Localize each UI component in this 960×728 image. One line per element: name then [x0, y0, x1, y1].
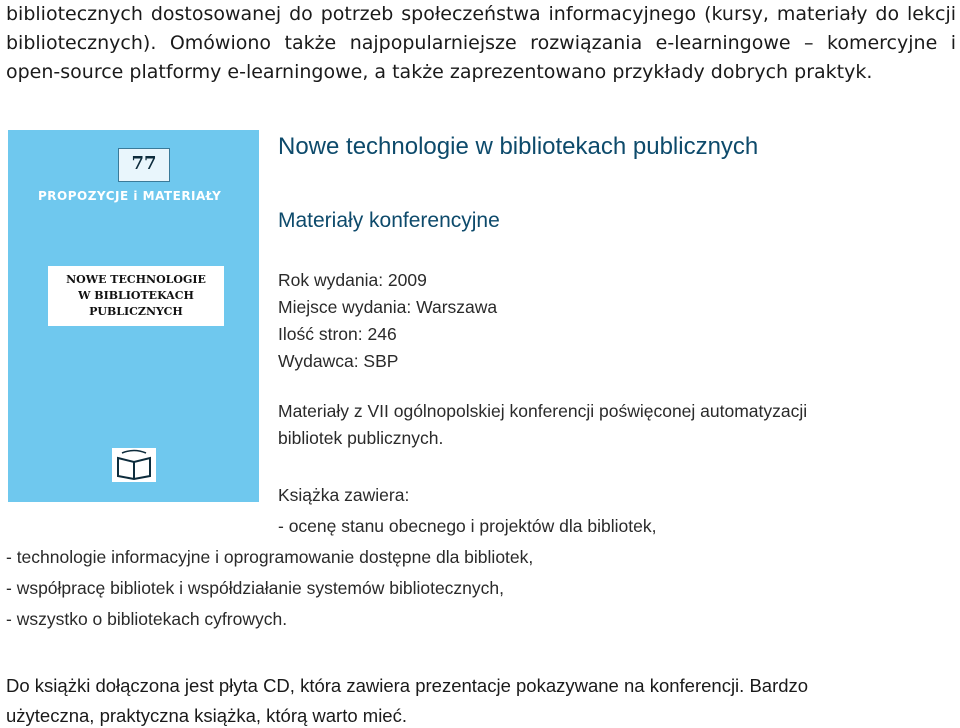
intro-line: bibliotecznych dostosowanej do potrzeb społeczeństwa informacyjnego (kursy, materiały do lekcji: [6, 3, 956, 25]
cover-title: [48, 272, 224, 320]
cover-title-line: NOWE TECHNOLOGIE: [66, 273, 206, 286]
closing-paragraph: [6, 671, 956, 728]
cover-number-box: [118, 148, 170, 182]
cover-title-line: PUBLICZNYCH: [89, 305, 183, 318]
publisher: Wydawca: SBP: [278, 351, 399, 371]
book-metadata: [278, 267, 497, 375]
publisher-logo-icon: [112, 448, 156, 482]
cover-series-label: PROPOZYCJE i MATERIAŁY: [38, 189, 222, 203]
cover-title-line: W BIBLIOTEKACH: [78, 289, 194, 302]
contents-intro: Książka zawiera:: [278, 485, 410, 505]
description-line: Materiały z VII ogólnopolskiej konferencji poświęconej automatyzacji: [278, 401, 808, 421]
footer-line: Do książki dołączona jest płyta CD, która zawiera prezentacje pokazywane na konferencji. Bardzo: [6, 675, 809, 696]
footer-line: użyteczna, praktyczna książka, którą warto mieć.: [6, 705, 407, 726]
contents-item: - technologie informacyjne i oprogramowanie dostępne dla bibliotek,: [6, 547, 534, 567]
publication-year: Rok wydania: 2009: [278, 270, 427, 290]
contents-item: - współpracę bibliotek i współdziałanie systemów bibliotecznych,: [6, 578, 505, 598]
cover-title-box: [48, 266, 224, 326]
intro-line: bibliotecznych). Omówiono także najpopularniejsze rozwiązania e-learningowe – komercyjne i: [6, 32, 956, 54]
page-count: Ilość stron: 246: [278, 324, 397, 344]
intro-line: open-source platformy e-learningowe, a także zaprezentowano przykłady dobrych praktyk.: [6, 61, 873, 83]
book-subtitle: Materiały konferencyjne: [278, 209, 500, 232]
description-line: bibliotek publicznych.: [278, 428, 444, 448]
contents-item: - ocenę stanu obecnego i projektów dla bibliotek,: [278, 516, 657, 536]
book-description: [278, 398, 807, 452]
intro-paragraph: [6, 0, 956, 87]
book-title: Nowe technologie w bibliotekach publicznych: [278, 133, 759, 160]
book-cover-image: [8, 130, 259, 502]
publication-place: Miejsce wydania: Warszawa: [278, 297, 498, 317]
cover-number: 77: [131, 153, 157, 174]
contents-item: - wszystko o bibliotekach cyfrowych.: [6, 609, 288, 629]
